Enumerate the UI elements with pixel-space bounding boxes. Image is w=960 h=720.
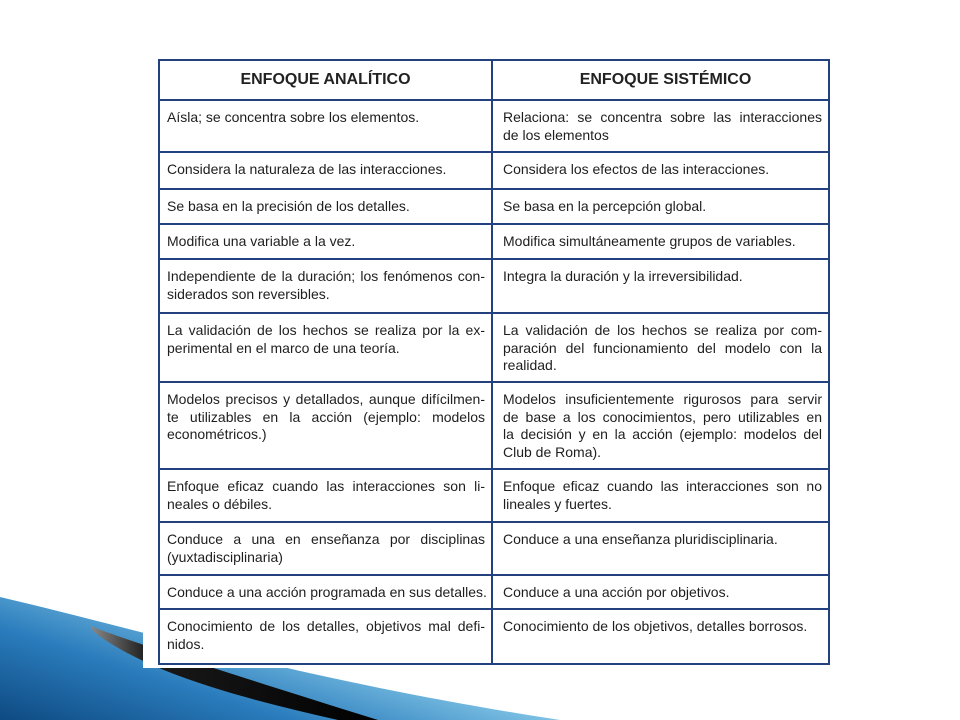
cell-text-line: Modelos precisos y detallados, aunque difícilmen- — [167, 391, 485, 407]
analytic-approach-cell — [160, 190, 493, 223]
cell-text-line: Conduce a una en enseñanza por disciplinas — [167, 531, 485, 547]
table-row — [160, 258, 828, 312]
cell-text-line: Conocimiento de los detalles, objetivos mal defi- — [167, 618, 485, 634]
header-enfoque-sistemico: ENFOQUE SISTÉMICO — [579, 71, 752, 89]
cell-text-line: perimental en el marco de una teoría. — [167, 339, 400, 356]
systemic-approach-cell — [493, 610, 828, 663]
systemic-approach-cell — [493, 383, 828, 468]
comparison-table — [158, 59, 830, 665]
systemic-approach-cell — [493, 314, 828, 381]
systemic-approach-cell — [493, 153, 828, 188]
table-row — [160, 468, 828, 521]
analytic-approach-cell — [160, 260, 493, 312]
cell-text-line: La validación de los hechos se realiza por com- — [503, 322, 822, 338]
analytic-approach-cell — [160, 470, 493, 521]
systemic-approach-cell — [493, 225, 828, 258]
table-row — [160, 574, 828, 608]
cell-text-line: Modelos insuficientemente rigurosos para servir — [503, 391, 822, 407]
systemic-approach-cell — [493, 576, 828, 608]
cell-text-line: Enfoque eficaz cuando las interacciones son no — [503, 478, 822, 494]
cell-text-line: (yuxtadisciplinaria) — [167, 548, 283, 565]
cell-text-line: Aísla; se concentra sobre los elementos. — [167, 109, 420, 125]
table-header-row — [160, 61, 828, 99]
table-row — [160, 312, 828, 381]
cell-text-line: te utilizables en la acción (ejemplo: modelos — [167, 408, 485, 425]
analytic-approach-cell — [160, 383, 493, 468]
cell-text-line: Relaciona: se concentra sobre las interacciones — [503, 109, 822, 125]
header-enfoque-analitico: ENFOQUE ANALÍTICO — [160, 61, 493, 99]
cell-text-line: Conduce a una acción por objetivos. — [503, 584, 730, 600]
systemic-approach-cell — [493, 470, 828, 521]
cell-text-line: paración del funcionamiento del modelo con la — [503, 339, 822, 356]
table-row — [160, 608, 828, 663]
cell-text-line: Considera los efectos de las interacciones. — [503, 161, 770, 177]
analytic-approach-cell — [160, 523, 493, 574]
cell-text-line: de los elementos — [503, 126, 609, 143]
cell-text-line: de base a los conocimientos, pero utilizables en — [503, 408, 822, 425]
analytic-approach-cell — [160, 153, 493, 188]
cell-text-line: realidad. — [503, 357, 557, 373]
cell-text-line: Modifica simultáneamente grupos de variables. — [503, 233, 796, 249]
table-row — [160, 223, 828, 258]
cell-text-line: nidos. — [167, 635, 205, 652]
cell-text-line: neales o débiles. — [167, 495, 273, 512]
analytic-approach-cell — [160, 225, 493, 258]
cell-text-line: Considera la naturaleza de las interacciones. — [167, 161, 447, 177]
analytic-approach-cell — [160, 101, 493, 151]
cell-text-line: Integra la duración y la irreversibilidad. — [503, 268, 743, 284]
analytic-approach-cell — [160, 576, 493, 608]
cell-text-line: Enfoque eficaz cuando las interacciones son li- — [167, 478, 485, 494]
cell-text-line: Independiente de la duración; los fenómenos con- — [167, 268, 485, 284]
table-row — [160, 151, 828, 188]
systemic-approach-cell — [493, 523, 828, 574]
table-row — [160, 521, 828, 574]
analytic-approach-cell — [160, 314, 493, 381]
cell-text-line: econométricos.) — [167, 426, 267, 442]
table-row — [160, 381, 828, 468]
systemic-approach-cell — [493, 101, 828, 151]
cell-text-line: Se basa en la precisión de los detalles. — [167, 198, 410, 214]
cell-text-line: La validación de los hechos se realiza por la ex- — [167, 322, 485, 338]
cell-text-line: siderados son reversibles. — [167, 285, 330, 302]
cell-text-line: Conduce a una acción programada en sus detalles. — [167, 584, 487, 600]
cell-text-line: Modifica una variable a la vez. — [167, 233, 356, 249]
cell-text-line: Conduce a una enseñanza pluridisciplinaria. — [503, 531, 778, 547]
systemic-approach-cell — [493, 260, 828, 312]
table-row — [160, 99, 828, 151]
table-row — [160, 188, 828, 223]
cell-text-line: Club de Roma). — [503, 443, 602, 460]
cell-text-line: Conocimiento de los objetivos, detalles borrosos. — [503, 618, 808, 634]
cell-text-line: la decisión y en la acción (ejemplo: modelos del — [503, 426, 822, 442]
analytic-approach-cell — [160, 610, 493, 663]
cell-text-line: lineales y fuertes. — [503, 495, 612, 512]
systemic-approach-cell — [493, 190, 828, 223]
cell-text-line: Se basa en la percepción global. — [503, 198, 707, 214]
